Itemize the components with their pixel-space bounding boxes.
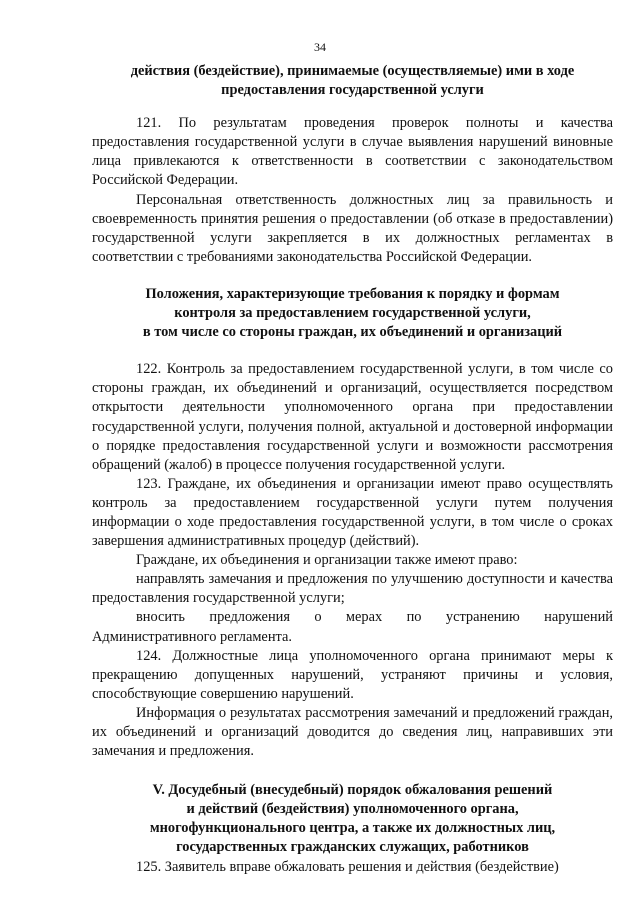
paragraph-121: 121. По результатам проведения проверок полноты и качества предоставления государственной услуги в случае выявления нарушений виновные лица привлекаются к ответственности в соответствии с законодательством Российской Федерации.	[92, 115, 613, 189]
heading-line: государственных гражданских служащих, работников	[176, 839, 529, 856]
section-heading-appeal	[92, 781, 613, 857]
paragraph-124-information: Информация о результатах рассмотрения замечаний и предложений граждан, их объединений и организаций доводится до сведения лиц, направивших эти замечания и предложения.	[92, 704, 613, 760]
paragraph-124: 124. Должностные лица уполномоченного органа принимают меры к прекращению допущенных нарушений, устраняют причины и условия, способствующие совершению нарушений.	[92, 647, 613, 702]
heading-line: Положения, характеризующие требования к порядку и формам	[145, 285, 560, 302]
page-number: 34	[314, 40, 326, 54]
heading-line: и действий (бездействия) уполномоченного органа,	[186, 801, 519, 818]
paragraph-123-proposals: вносить предложения о мерах по устранению нарушений Административного регламента.	[92, 609, 613, 645]
paragraph-125: 125. Заявитель вправе обжаловать решения и действия (бездействие)	[136, 858, 559, 875]
heading-line: V. Досудебный (внесудебный) порядок обжалования решений	[152, 782, 553, 799]
heading-line: действия (бездействие), принимаемые (осуществляемые) ими в ходе	[130, 63, 575, 79]
heading-line: в том числе со стороны граждан, их объединений и организаций	[142, 324, 563, 341]
paragraph-123: 123. Граждане, их объединения и организации имеют право осуществлять контроль за предоставлением государственной услуги путем получения информации о ходе предоставления государственной услуги, в том числе о сроках завершения административных процедур (действий).	[92, 475, 613, 550]
page-content	[92, 62, 613, 877]
section-heading-control	[92, 285, 613, 342]
paragraph-122: 122. Контроль за предоставлением государственной услуги, в том числе со стороны граждан, их объединений и организаций, осуществляется посредством открытости деятельности уполномоченного органа при предоставлении государственной услуги, получения полной, актуальной и достоверной информации о порядке предоставления государственной услуги и возможности рассмотрения обращений (жалоб) в процессе получения государственной услуги.	[92, 361, 613, 473]
paragraph-121-responsibility: Персональная ответственность должностных лиц за правильность и своевременность принятия решения о предоставлении (об отказе в предоставлении) государственной услуги закрепляется в их должностных регламентах в соответствии с требованиями законодательства Российской Федерации.	[92, 191, 613, 265]
paragraph-123-remarks: направлять замечания и предложения по улучшению доступности и качества предоставления государственной услуги;	[92, 571, 613, 607]
heading-line: предоставления государственной услуги	[221, 82, 484, 99]
heading-line: контроля за предоставлением государственной услуги,	[174, 305, 531, 322]
section-heading-responsibility	[92, 62, 613, 100]
paragraph-123-rights: Граждане, их объединения и организации также имеют право:	[136, 552, 518, 569]
heading-line: многофункционального центра, а также их должностных лиц,	[149, 820, 556, 837]
